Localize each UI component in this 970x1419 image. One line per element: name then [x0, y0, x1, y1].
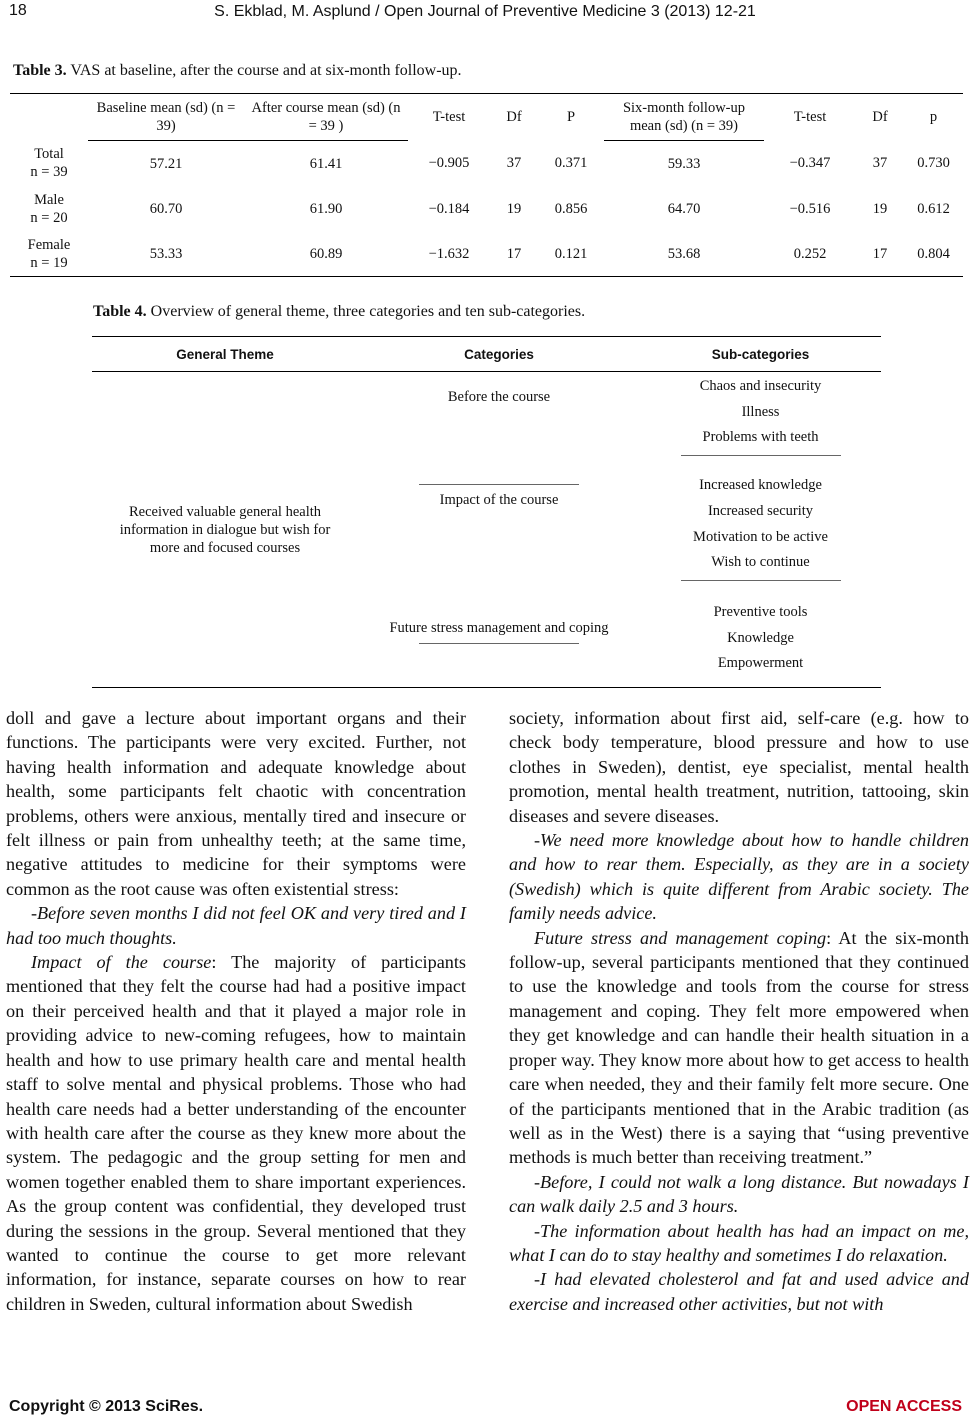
table3-header-cell: P [566, 109, 576, 126]
row-label: Total n = 39 [30, 146, 68, 181]
quote: -We need more knowledge about how to handle children and how to rear them. Especially, as they are in a society (Swedish) which is quite different from Arabic society. The family needs advice. [509, 830, 969, 924]
table-cell: 19 [506, 200, 522, 217]
subcategories-cell [640, 372, 881, 688]
table-cell: 37 [872, 155, 888, 172]
table-cell: 53.33 [88, 231, 244, 277]
paragraph: society, information about first aid, self-care (e.g. how to check body temperature, blood pressure and how to use clothes in Sweden), dentist, eye specialist, mental health promotion, mental health treatment, nutrition, tattooing, skin diseases and severe diseases. [509, 708, 969, 826]
body-left-column [6, 706, 466, 1316]
table-row [10, 186, 963, 231]
subcategory: Empowerment [717, 655, 804, 672]
page-number: 18 [9, 2, 27, 19]
table-cell: 57.21 [149, 155, 183, 172]
subcategory: Knowledge [727, 629, 794, 646]
category-name: Before the course [447, 389, 551, 405]
table-cell: 60.70 [149, 200, 183, 217]
table-cell: 0.371 [554, 155, 588, 172]
quote: -Before seven months I did not feel OK and very tired and I had too much thoughts. [6, 903, 466, 948]
table-cell: 0.252 [764, 231, 856, 277]
table-cell: −0.347 [789, 155, 831, 172]
row-label: Female n = 19 [10, 231, 88, 277]
table4-caption-text: Overview of general theme, three categories and ten sub-categories. [150, 303, 586, 320]
subcategory: Illness [741, 403, 780, 420]
running-title: S. Ekblad, M. Asplund / Open Journal of Preventive Medicine 3 (2013) 12-21 [214, 3, 756, 20]
table3-header-cell: Df [506, 109, 522, 126]
table3-header-row [10, 94, 963, 141]
paragraph: Impact of the course: The majority of participants mentioned that they felt the course had had a positive impact on their perceived health and that it played a major role in providing advice to new-coming refugees, how to maintain health and how to use primary health care and mental health staff to solve mental and physical problems. Those who had health care needs had a better understanding of the encounter with health care after the course as they knew more about the system. The pedagogic and the group setting for men and women together enabled them to share important experiences. As the group content was confidential, they developed trust during the sessions in the group. Several mentioned that they wanted to continue the course to get more relevant information, for instance, separate courses on how to rear children in Sweden, cultural information about Swedish [6, 952, 467, 1314]
paragraph: Future stress and management coping: At the six-month follow-up, several participants mentioned that they continued to use the knowledge and tools from the course for stress management and coping. They felt more empowered when they get knowledge and can handle their health situation in a proper way. They know more about how to get access to health care when needed, they and their family felt more secure. One of the participants mentioned that in the Arabic tradition (as well as in the West) there is a saying that “using preventive methods is much better than receiving treatment.” [509, 927, 970, 1168]
general-theme: Received valuable general health information in dialogue but wish for more and focused courses [119, 503, 331, 556]
subcategory: Increased security [707, 502, 814, 519]
copyright: Copyright © 2013 SciRes. [9, 1398, 204, 1415]
table-cell: 17 [856, 231, 904, 277]
table3-header-cell: Df [872, 109, 888, 126]
table3-header-cell: p [929, 109, 938, 126]
table-row [10, 231, 963, 277]
table-cell: 53.68 [604, 231, 764, 277]
subcategory: Motivation to be active [693, 528, 828, 545]
subcategory: Increased knowledge [699, 477, 822, 494]
quote: -The information about health has had an impact on me, what I can do to stay healthy and sometimes I do relaxation. [509, 1220, 969, 1265]
table4-header-cell: Sub-categories [640, 337, 881, 372]
table-cell: −1.632 [408, 231, 490, 277]
table3-header-cell: T-test [432, 109, 466, 126]
table3-header-cell [10, 94, 88, 141]
table-cell: −0.905 [428, 155, 470, 172]
open-access-label: OPEN ACCESS [846, 1398, 962, 1415]
categories-cell [358, 372, 640, 688]
table-cell: 0.121 [538, 231, 604, 277]
divider [681, 580, 841, 581]
category-name: Future stress management and coping [389, 620, 609, 636]
table-cell: 59.33 [667, 155, 701, 172]
subcategory: Wish to continue [711, 554, 810, 571]
divider [419, 643, 579, 644]
table4-caption [93, 303, 585, 321]
subcategory: Problems with teeth [702, 429, 819, 446]
section-lead: Impact of the course [31, 952, 212, 973]
divider [681, 455, 841, 456]
table3 [10, 93, 963, 277]
table4-header-cell: Categories [358, 337, 640, 372]
table-cell: 0.612 [917, 200, 950, 217]
table4-header-cell: General Theme [92, 337, 358, 372]
table-cell: 0.804 [904, 231, 963, 277]
table-cell: 0.730 [917, 155, 950, 172]
subcategory: Chaos and insecurity [699, 378, 822, 394]
body-right-column [509, 706, 969, 1316]
table-cell: 17 [490, 231, 538, 277]
table-cell: 0.856 [554, 200, 588, 217]
table3-caption-text: VAS at baseline, after the course and at six-month follow-up. [70, 62, 462, 79]
quote: -I had elevated cholesterol and fat and used advice and exercise and increased other activities, but not with [509, 1269, 969, 1314]
paragraph: doll and gave a lecture about important organs and their functions. The participants were very excited. Further, not having health information and adequate knowledge about health, some participants felt chaotic with concentration problems, others were anxious, mentally tired and insecure or felt illness or pain from unhealthy teeth; at the same time, negative attitudes to medicine for their symptoms were common as the root cause was often existential stress: [6, 708, 466, 899]
table-cell: 37 [506, 155, 522, 172]
table-cell: 61.90 [309, 200, 343, 217]
subcategory: Preventive tools [713, 603, 808, 620]
divider [419, 484, 579, 485]
table4-header-row [92, 337, 881, 372]
table-cell: −0.516 [789, 200, 831, 217]
table-cell: 64.70 [667, 200, 701, 217]
quote: -Before, I could not walk a long distance. But nowadays I can walk daily 2.5 and 3 hours. [509, 1171, 969, 1217]
row-label: Male n = 20 [30, 191, 68, 226]
table-cell: −0.184 [428, 200, 470, 217]
table3-header-cell: Baseline mean (sd) (n = 39) [88, 94, 244, 141]
table3-header-cell: Six-month follow-up mean (sd) (n = 39) [604, 94, 764, 141]
table3-label: Table 3. [13, 62, 67, 79]
table-cell: 60.89 [244, 231, 408, 277]
category-name: Impact of the course [439, 492, 559, 508]
table-row [10, 141, 963, 187]
table-cell: 61.41 [309, 155, 343, 172]
table4-label: Table 4. [93, 303, 147, 320]
table3-header-cell: T-test [793, 109, 827, 126]
table-cell: 19 [872, 200, 888, 217]
section-lead: Future stress and management coping [534, 927, 827, 948]
table3-caption [13, 62, 462, 80]
table3-header-cell: After course mean (sd) (n = 39 ) [244, 94, 408, 141]
table4 [92, 336, 881, 688]
